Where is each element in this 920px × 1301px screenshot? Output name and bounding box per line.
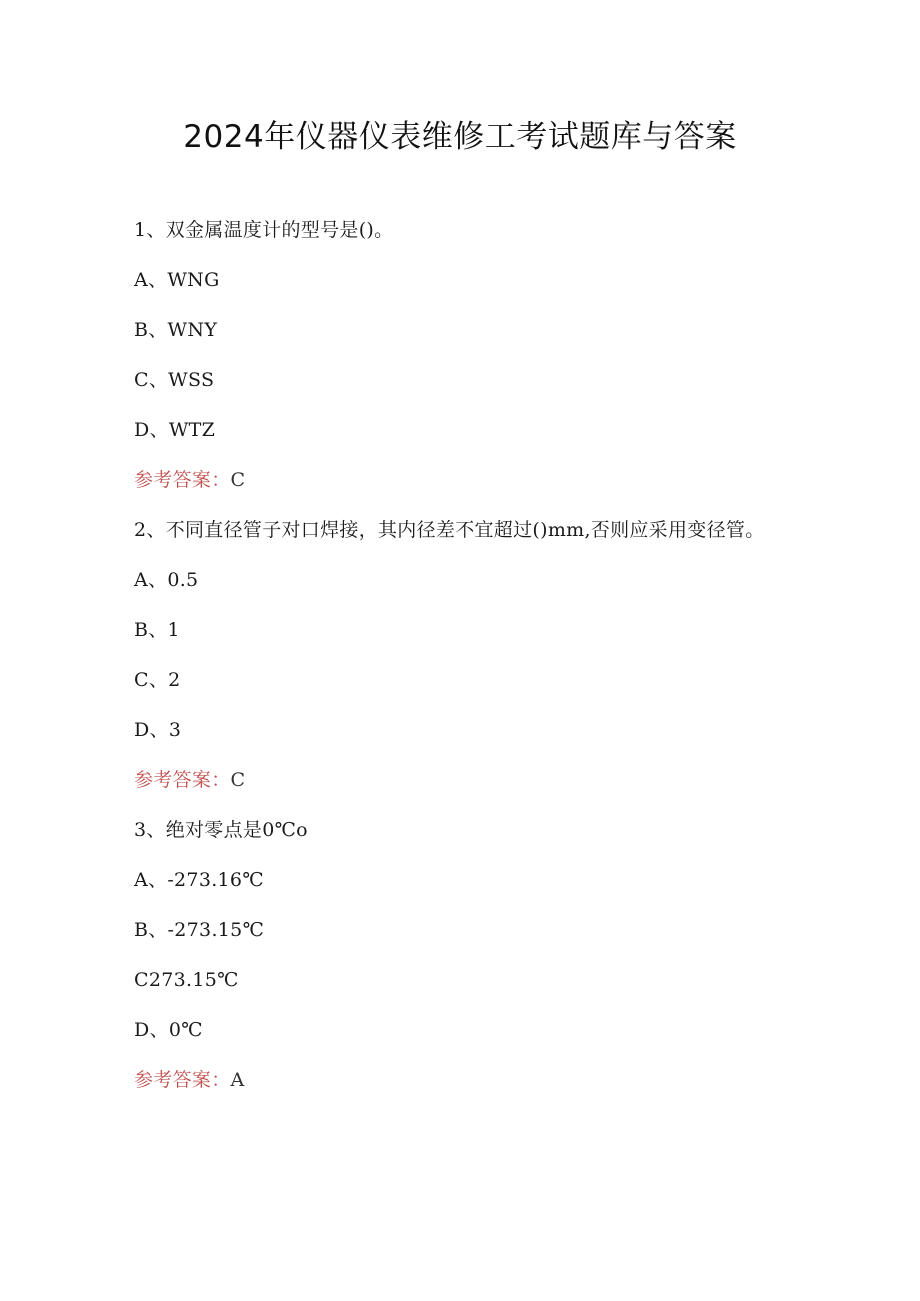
question-3 — [134, 805, 794, 1105]
option-a: A、-273.16℃ — [134, 869, 264, 891]
option-b: B、-273.15℃ — [134, 919, 265, 941]
option-d: D、3 — [134, 719, 182, 741]
reference-answer — [134, 455, 794, 505]
option-d: D、WTZ — [134, 419, 216, 441]
option-c: C273.15℃ — [134, 969, 239, 991]
question-stem: 2、不同直径管子对口焊接，其内径差不宜超过()mm,否则应采用变径管。 — [134, 519, 765, 541]
answer-label: 参考答案： — [134, 1069, 231, 1091]
answer-label: 参考答案： — [134, 469, 231, 491]
option-a: A、WNG — [134, 269, 220, 291]
question-2 — [134, 505, 794, 805]
answer-value: C — [230, 469, 246, 491]
option-a: A、0.5 — [134, 569, 199, 591]
answer-value: A — [230, 1069, 245, 1091]
option-d: D、0℃ — [134, 1019, 203, 1041]
page-title: 2024年仪器仪表维修工考试题库与答案 — [183, 119, 737, 155]
question-stem: 3、绝对零点是0℃o — [134, 819, 308, 841]
option-c: C、2 — [134, 669, 181, 691]
reference-answer — [134, 1055, 794, 1105]
option-b: B、WNY — [134, 319, 218, 341]
question-list — [134, 205, 794, 1105]
answer-label: 参考答案： — [134, 769, 231, 791]
option-c: C、WSS — [134, 369, 215, 391]
reference-answer — [134, 755, 794, 805]
answer-value: C — [230, 769, 246, 791]
question-stem: 1、双金属温度计的型号是()。 — [134, 219, 394, 241]
option-b: B、1 — [134, 619, 180, 641]
question-1 — [134, 205, 794, 505]
